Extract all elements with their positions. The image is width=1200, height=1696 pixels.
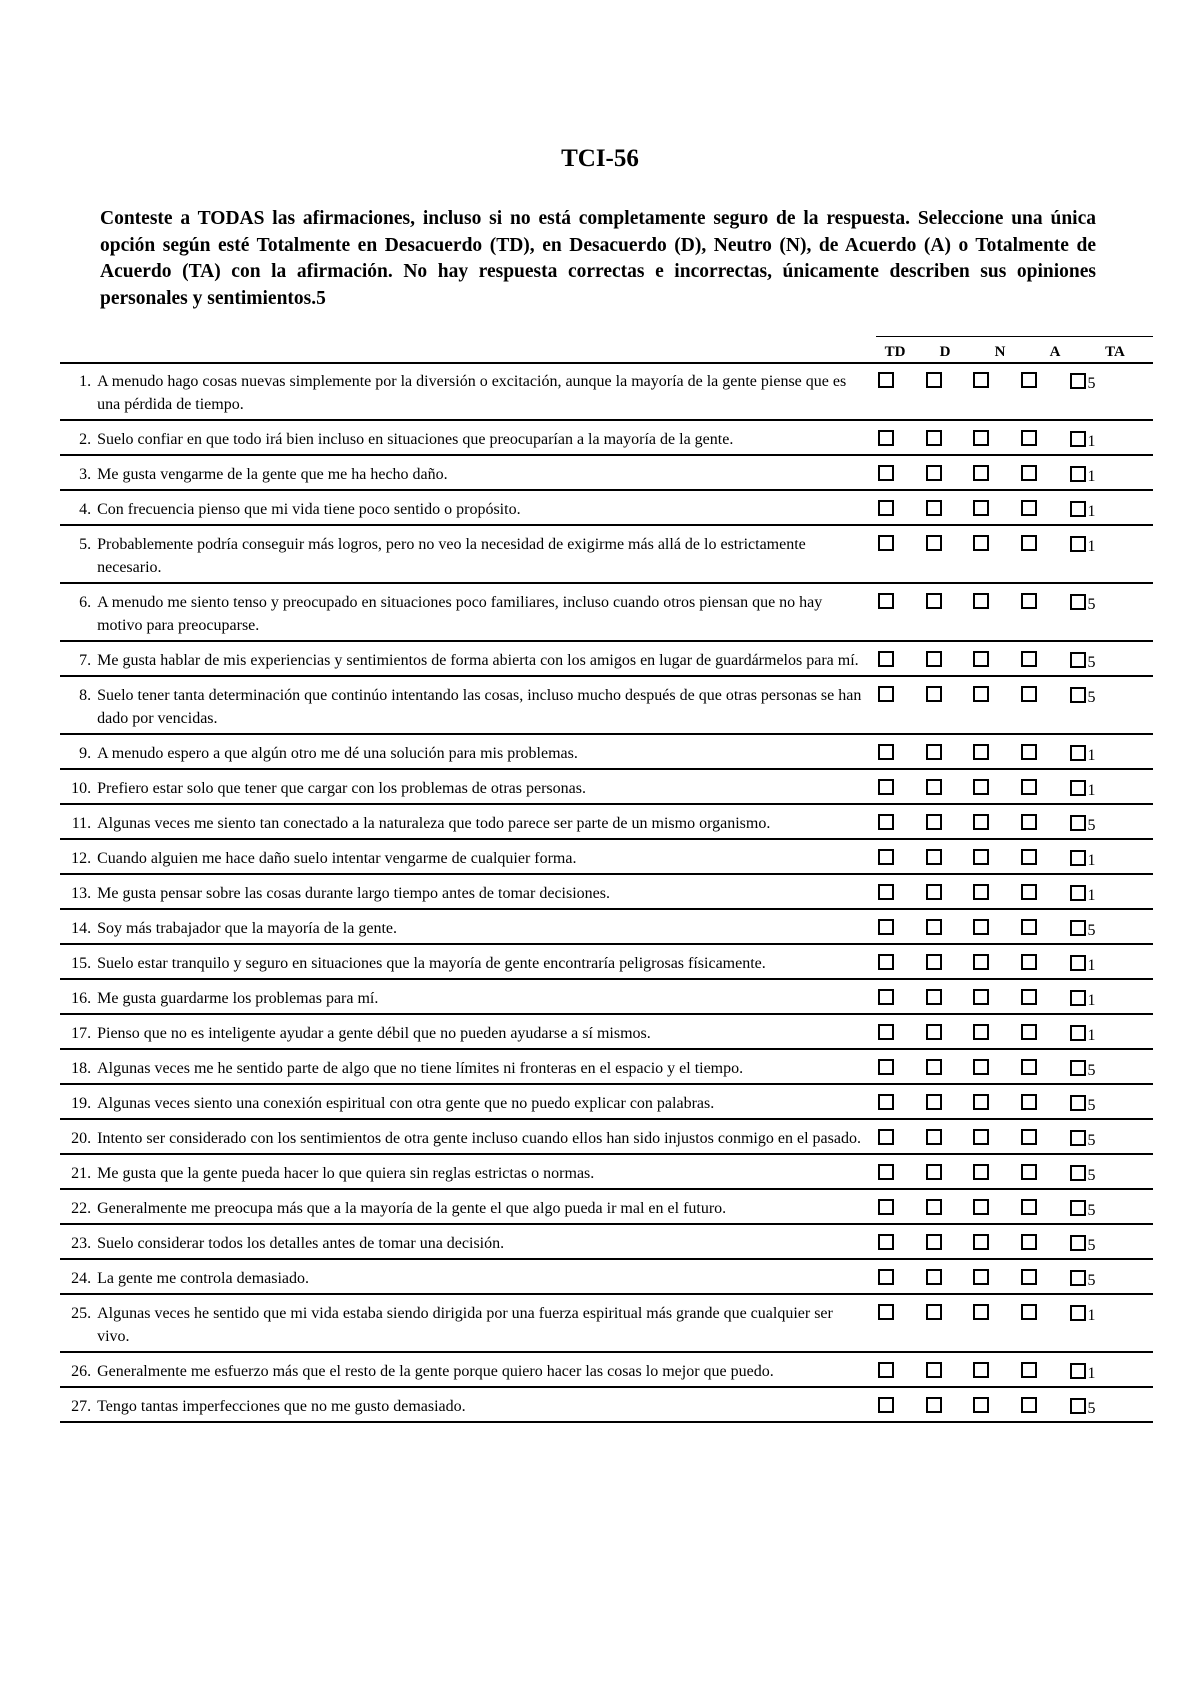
question-number: 9. [79,745,92,762]
checkbox-n[interactable] [973,1094,989,1110]
col-header-td: TD [884,344,906,360]
question-text: Algunas veces me siento tan conectado a la naturaleza que todo parece ser parte de un mismo organismo. [97,815,771,832]
question-text: Me gusta guardarme los problemas para mí. [97,990,379,1007]
checkbox-n[interactable] [973,989,989,1005]
checkbox-a[interactable] [1021,884,1037,900]
checkbox-d[interactable] [926,430,942,446]
checkbox-a[interactable] [1021,954,1037,970]
question-row [60,769,1153,804]
score-marker: 5 [1087,1167,1096,1184]
question-row [60,525,1153,583]
checkbox-d[interactable] [926,814,942,830]
checkbox-a[interactable] [1021,1129,1037,1145]
question-text: La gente me controla demasiado. [97,1270,310,1287]
score-marker: 5 [1087,817,1096,834]
checkbox-td[interactable] [878,651,894,667]
checkbox-n[interactable] [973,919,989,935]
question-row [60,944,1153,979]
question-number: 15. [71,955,92,972]
score-marker: 1 [1087,433,1096,450]
question-row [60,909,1153,944]
checkbox-td[interactable] [878,779,894,795]
checkbox-a[interactable] [1021,744,1037,760]
checkbox-td[interactable] [878,465,894,481]
checkbox-ta[interactable] [1070,501,1086,517]
checkbox-n[interactable] [973,1024,989,1040]
checkbox-ta[interactable] [1070,1235,1086,1251]
col-header-ta: TA [1105,344,1125,360]
checkbox-d[interactable] [926,1094,942,1110]
question-number: 27. [71,1398,92,1415]
checkbox-td[interactable] [878,884,894,900]
checkbox-ta[interactable] [1070,850,1086,866]
checkbox-td[interactable] [878,744,894,760]
question-number: 13. [71,885,92,902]
checkbox-n[interactable] [973,1234,989,1250]
checkbox-a[interactable] [1021,430,1037,446]
question-number: 12. [71,850,92,867]
score-marker: 5 [1087,1400,1096,1417]
checkbox-ta[interactable] [1070,1363,1086,1379]
question-number: 16. [71,990,92,1007]
checkbox-ta[interactable] [1070,594,1086,610]
checkbox-td[interactable] [878,1304,894,1320]
question-text: Tengo tantas imperfecciones que no me gusto demasiado. [97,1398,466,1415]
question-number: 18. [71,1060,92,1077]
checkbox-d[interactable] [926,1304,942,1320]
checkbox-n[interactable] [973,1059,989,1075]
checkbox-a[interactable] [1021,1164,1037,1180]
question-text: Suelo tener tanta determinación que continúo intentando las cosas, incluso mucho después de que otras personas se han dado por vencidas. [97,687,862,727]
checkbox-a[interactable] [1021,814,1037,830]
question-text: Me gusta que la gente pueda hacer lo que quiera sin reglas estrictas o normas. [97,1165,595,1182]
question-number: 22. [71,1200,92,1217]
question-row [60,1154,1153,1189]
checkbox-d[interactable] [926,1059,942,1075]
question-row [60,363,1153,420]
question-text: Suelo considerar todos los detalles antes de tomar una decisión. [97,1235,505,1252]
score-marker: 1 [1087,747,1096,764]
checkbox-a[interactable] [1021,500,1037,516]
question-row [60,734,1153,769]
checkbox-ta[interactable] [1070,1270,1086,1286]
question-number: 17. [71,1025,92,1042]
score-marker: 1 [1087,503,1096,520]
checkbox-a[interactable] [1021,1059,1037,1075]
checkbox-ta[interactable] [1070,1130,1086,1146]
question-text: Algunas veces siento una conexión espiritual con otra gente que no puedo explicar con palabras. [97,1095,715,1112]
checkbox-ta[interactable] [1070,990,1086,1006]
score-marker: 1 [1087,468,1096,485]
question-row [60,1084,1153,1119]
question-row [60,1224,1153,1259]
checkbox-n[interactable] [973,465,989,481]
question-number: 11. [71,815,92,832]
instructions: Conteste a TODAS las afirmaciones, incluso si no está completamente seguro de la respuesta. Seleccione una única opción según esté Totalmente en Desacuerdo (TD), en Desacuerdo (D), Neutro (N), de Acuerdo (A) o Totalmente de Acuerdo (TA) con la afirmación. No hay respuesta correctas e incorrectas, únicamente describen sus opiniones personales y sentimientos.5 [100,208,1096,309]
checkbox-d[interactable] [926,779,942,795]
col-header-d: D [939,344,951,360]
question-text: Suelo confiar en que todo irá bien incluso en situaciones que preocuparían a la mayoría de la gente. [97,431,734,448]
items-table [60,363,1153,1423]
checkbox-td[interactable] [878,1164,894,1180]
checkbox-td[interactable] [878,1269,894,1285]
checkbox-ta[interactable] [1070,885,1086,901]
checkbox-n[interactable] [973,535,989,551]
col-header-n: N [994,344,1006,360]
question-row [60,1352,1153,1387]
checkbox-d[interactable] [926,500,942,516]
question-row [60,839,1153,874]
checkbox-ta[interactable] [1070,652,1086,668]
checkbox-d[interactable] [926,744,942,760]
checkbox-a[interactable] [1021,919,1037,935]
checkbox-td[interactable] [878,593,894,609]
checkbox-a[interactable] [1021,1269,1037,1285]
checkbox-d[interactable] [926,651,942,667]
checkbox-a[interactable] [1021,686,1037,702]
checkbox-td[interactable] [878,989,894,1005]
question-number: 24. [71,1270,92,1287]
question-number: 26. [71,1363,92,1380]
checkbox-a[interactable] [1021,1304,1037,1320]
score-marker: 1 [1087,957,1096,974]
checkbox-d[interactable] [926,1397,942,1413]
question-text: Me gusta hablar de mis experiencias y sentimientos de forma abierta con los amigos en lugar de guardármelos para mí. [97,652,859,669]
question-row [60,979,1153,1014]
question-row [60,1189,1153,1224]
question-row [60,1259,1153,1294]
question-row [60,490,1153,525]
question-text: Suelo estar tranquilo y seguro en situaciones que la mayoría de gente encontraría peligrosas físicamente. [97,955,766,972]
question-text: Prefiero estar solo que tener que cargar con los problemas de otras personas. [97,780,586,797]
checkbox-a[interactable] [1021,1094,1037,1110]
checkbox-ta[interactable] [1070,1398,1086,1414]
checkbox-n[interactable] [973,1269,989,1285]
checkbox-n[interactable] [973,779,989,795]
col-header-a: A [1049,344,1061,360]
question-number: 14. [71,920,92,937]
checkbox-td[interactable] [878,919,894,935]
checkbox-ta[interactable] [1070,1305,1086,1321]
question-text: Soy más trabajador que la mayoría de la gente. [97,920,397,937]
question-row [60,1387,1153,1422]
score-marker: 5 [1087,922,1096,939]
checkbox-a[interactable] [1021,372,1037,388]
checkbox-n[interactable] [973,593,989,609]
checkbox-d[interactable] [926,1234,942,1250]
checkbox-ta[interactable] [1070,431,1086,447]
question-row [60,874,1153,909]
checkbox-d[interactable] [926,465,942,481]
question-number: 23. [71,1235,92,1252]
checkbox-ta[interactable] [1070,466,1086,482]
checkbox-ta[interactable] [1070,1165,1086,1181]
checkbox-a[interactable] [1021,849,1037,865]
question-row [60,1049,1153,1084]
score-marker: 5 [1087,1237,1096,1254]
checkbox-d[interactable] [926,1164,942,1180]
checkbox-a[interactable] [1021,651,1037,667]
checkbox-d[interactable] [926,1024,942,1040]
checkbox-n[interactable] [973,372,989,388]
checkbox-td[interactable] [878,500,894,516]
checkbox-d[interactable] [926,686,942,702]
question-number: 3. [79,466,92,483]
score-marker: 5 [1087,1202,1096,1219]
checkbox-ta[interactable] [1070,745,1086,761]
checkbox-n[interactable] [973,1362,989,1378]
checkbox-n[interactable] [973,1397,989,1413]
question-number: 1. [79,373,92,390]
question-row [60,455,1153,490]
checkbox-td[interactable] [878,814,894,830]
checkbox-d[interactable] [926,1269,942,1285]
question-row [60,641,1153,676]
question-number: 4. [79,501,92,518]
question-number: 7. [79,652,92,669]
checkbox-d[interactable] [926,1199,942,1215]
checkbox-td[interactable] [878,535,894,551]
page-title: TCI-56 [561,145,639,172]
question-number: 5. [79,536,92,553]
checkbox-ta[interactable] [1070,815,1086,831]
checkbox-n[interactable] [973,884,989,900]
checkbox-ta[interactable] [1070,373,1086,389]
header-top-rule [876,336,1153,337]
checkbox-a[interactable] [1021,465,1037,481]
checkbox-d[interactable] [926,593,942,609]
checkbox-d[interactable] [926,954,942,970]
score-marker: 5 [1087,375,1096,392]
checkbox-a[interactable] [1021,1024,1037,1040]
checkbox-a[interactable] [1021,593,1037,609]
question-text: A menudo hago cosas nuevas simplemente por la diversión o excitación, aunque la mayoría de la gente piense que es una pérdida de tiempo. [97,373,847,413]
checkbox-a[interactable] [1021,1397,1037,1413]
question-row [60,420,1153,455]
score-marker: 1 [1087,782,1096,799]
question-text: Algunas veces me he sentido parte de algo que no tiene límites ni fronteras en el espacio y el tiempo. [97,1060,744,1077]
checkbox-ta[interactable] [1070,536,1086,552]
score-marker: 1 [1087,1365,1096,1382]
checkbox-d[interactable] [926,849,942,865]
question-number: 8. [79,687,92,704]
checkbox-d[interactable] [926,1129,942,1145]
checkbox-td[interactable] [878,1199,894,1215]
question-text: A menudo me siento tenso y preocupado en situaciones poco familiares, incluso cuando otros piensan que no hay motivo para preocuparse. [97,594,823,634]
checkbox-td[interactable] [878,1129,894,1145]
checkbox-ta[interactable] [1070,687,1086,703]
checkbox-n[interactable] [973,1129,989,1145]
question-text: Algunas veces he sentido que mi vida estaba siendo dirigida por una fuerza espiritual más grande que cualquier ser vivo. [97,1305,833,1345]
checkbox-td[interactable] [878,849,894,865]
question-text: Me gusta vengarme de la gente que me ha hecho daño. [97,466,448,483]
checkbox-td[interactable] [878,1234,894,1250]
question-number: 19. [71,1095,92,1112]
checkbox-a[interactable] [1021,1234,1037,1250]
checkbox-td[interactable] [878,372,894,388]
checkbox-a[interactable] [1021,779,1037,795]
question-row [60,676,1153,734]
checkbox-n[interactable] [973,1199,989,1215]
checkbox-d[interactable] [926,372,942,388]
checkbox-n[interactable] [973,814,989,830]
question-text: Cuando alguien me hace daño suelo intentar vengarme de cualquier forma. [97,850,577,867]
checkbox-a[interactable] [1021,989,1037,1005]
question-number: 25. [71,1305,92,1322]
question-text: Me gusta pensar sobre las cosas durante largo tiempo antes de tomar decisiones. [97,885,610,902]
checkbox-ta[interactable] [1070,1095,1086,1111]
checkbox-ta[interactable] [1070,920,1086,936]
checkbox-td[interactable] [878,686,894,702]
score-marker: 1 [1087,1027,1096,1044]
question-row [60,1014,1153,1049]
question-text: Probablemente podría conseguir más logros, pero no veo la necesidad de exigirme más allá de lo estrictamente necesario. [97,536,806,576]
checkbox-td[interactable] [878,1397,894,1413]
checkbox-ta[interactable] [1070,955,1086,971]
checkbox-a[interactable] [1021,535,1037,551]
question-number: 10. [71,780,92,797]
checkbox-d[interactable] [926,884,942,900]
question-number: 21. [71,1165,92,1182]
question-text: Pienso que no es inteligente ayudar a gente débil que no pueden ayudarse a sí mismos. [97,1025,651,1042]
checkbox-td[interactable] [878,954,894,970]
checkbox-d[interactable] [926,989,942,1005]
checkbox-td[interactable] [878,1362,894,1378]
question-number: 2. [79,431,92,448]
checkbox-n[interactable] [973,744,989,760]
score-marker: 5 [1087,654,1096,671]
checkbox-a[interactable] [1021,1199,1037,1215]
score-marker: 5 [1087,1097,1096,1114]
score-marker: 5 [1087,596,1096,613]
score-marker: 5 [1087,1272,1096,1289]
checkbox-d[interactable] [926,1362,942,1378]
checkbox-a[interactable] [1021,1362,1037,1378]
score-marker: 1 [1087,992,1096,1009]
score-marker: 1 [1087,887,1096,904]
checkbox-td[interactable] [878,1024,894,1040]
checkbox-n[interactable] [973,849,989,865]
question-row [60,1119,1153,1154]
checkbox-n[interactable] [973,1304,989,1320]
question-text: Con frecuencia pienso que mi vida tiene poco sentido o propósito. [97,501,521,518]
score-marker: 1 [1087,1307,1096,1324]
checkbox-n[interactable] [973,1164,989,1180]
checkbox-ta[interactable] [1070,1200,1086,1216]
score-marker: 5 [1087,1062,1096,1079]
question-row [60,1294,1153,1352]
question-number: 6. [79,594,92,611]
checkbox-n[interactable] [973,686,989,702]
question-row [60,804,1153,839]
checkbox-n[interactable] [973,954,989,970]
checkbox-n[interactable] [973,500,989,516]
checkbox-d[interactable] [926,919,942,935]
question-text: Generalmente me esfuerzo más que el resto de la gente porque quiero hacer las cosas lo mejor que puedo. [97,1363,774,1380]
checkbox-ta[interactable] [1070,1060,1086,1076]
checkbox-n[interactable] [973,651,989,667]
checkbox-ta[interactable] [1070,780,1086,796]
checkbox-n[interactable] [973,430,989,446]
checkbox-td[interactable] [878,430,894,446]
question-text: Intento ser considerado con los sentimientos de otra gente incluso cuando ellos han sido injustos conmigo en el pasado. [97,1130,861,1147]
question-text: Generalmente me preocupa más que a la mayoría de la gente el que algo pueda ir mal en el futuro. [97,1200,727,1217]
score-marker: 1 [1087,852,1096,869]
checkbox-d[interactable] [926,535,942,551]
question-row [60,583,1153,641]
score-marker: 5 [1087,1132,1096,1149]
question-number: 20. [71,1130,92,1147]
score-marker: 5 [1087,689,1096,706]
checkbox-td[interactable] [878,1059,894,1075]
checkbox-ta[interactable] [1070,1025,1086,1041]
score-marker: 1 [1087,538,1096,555]
checkbox-td[interactable] [878,1094,894,1110]
question-text: A menudo espero a que algún otro me dé una solución para mis problemas. [97,745,578,762]
